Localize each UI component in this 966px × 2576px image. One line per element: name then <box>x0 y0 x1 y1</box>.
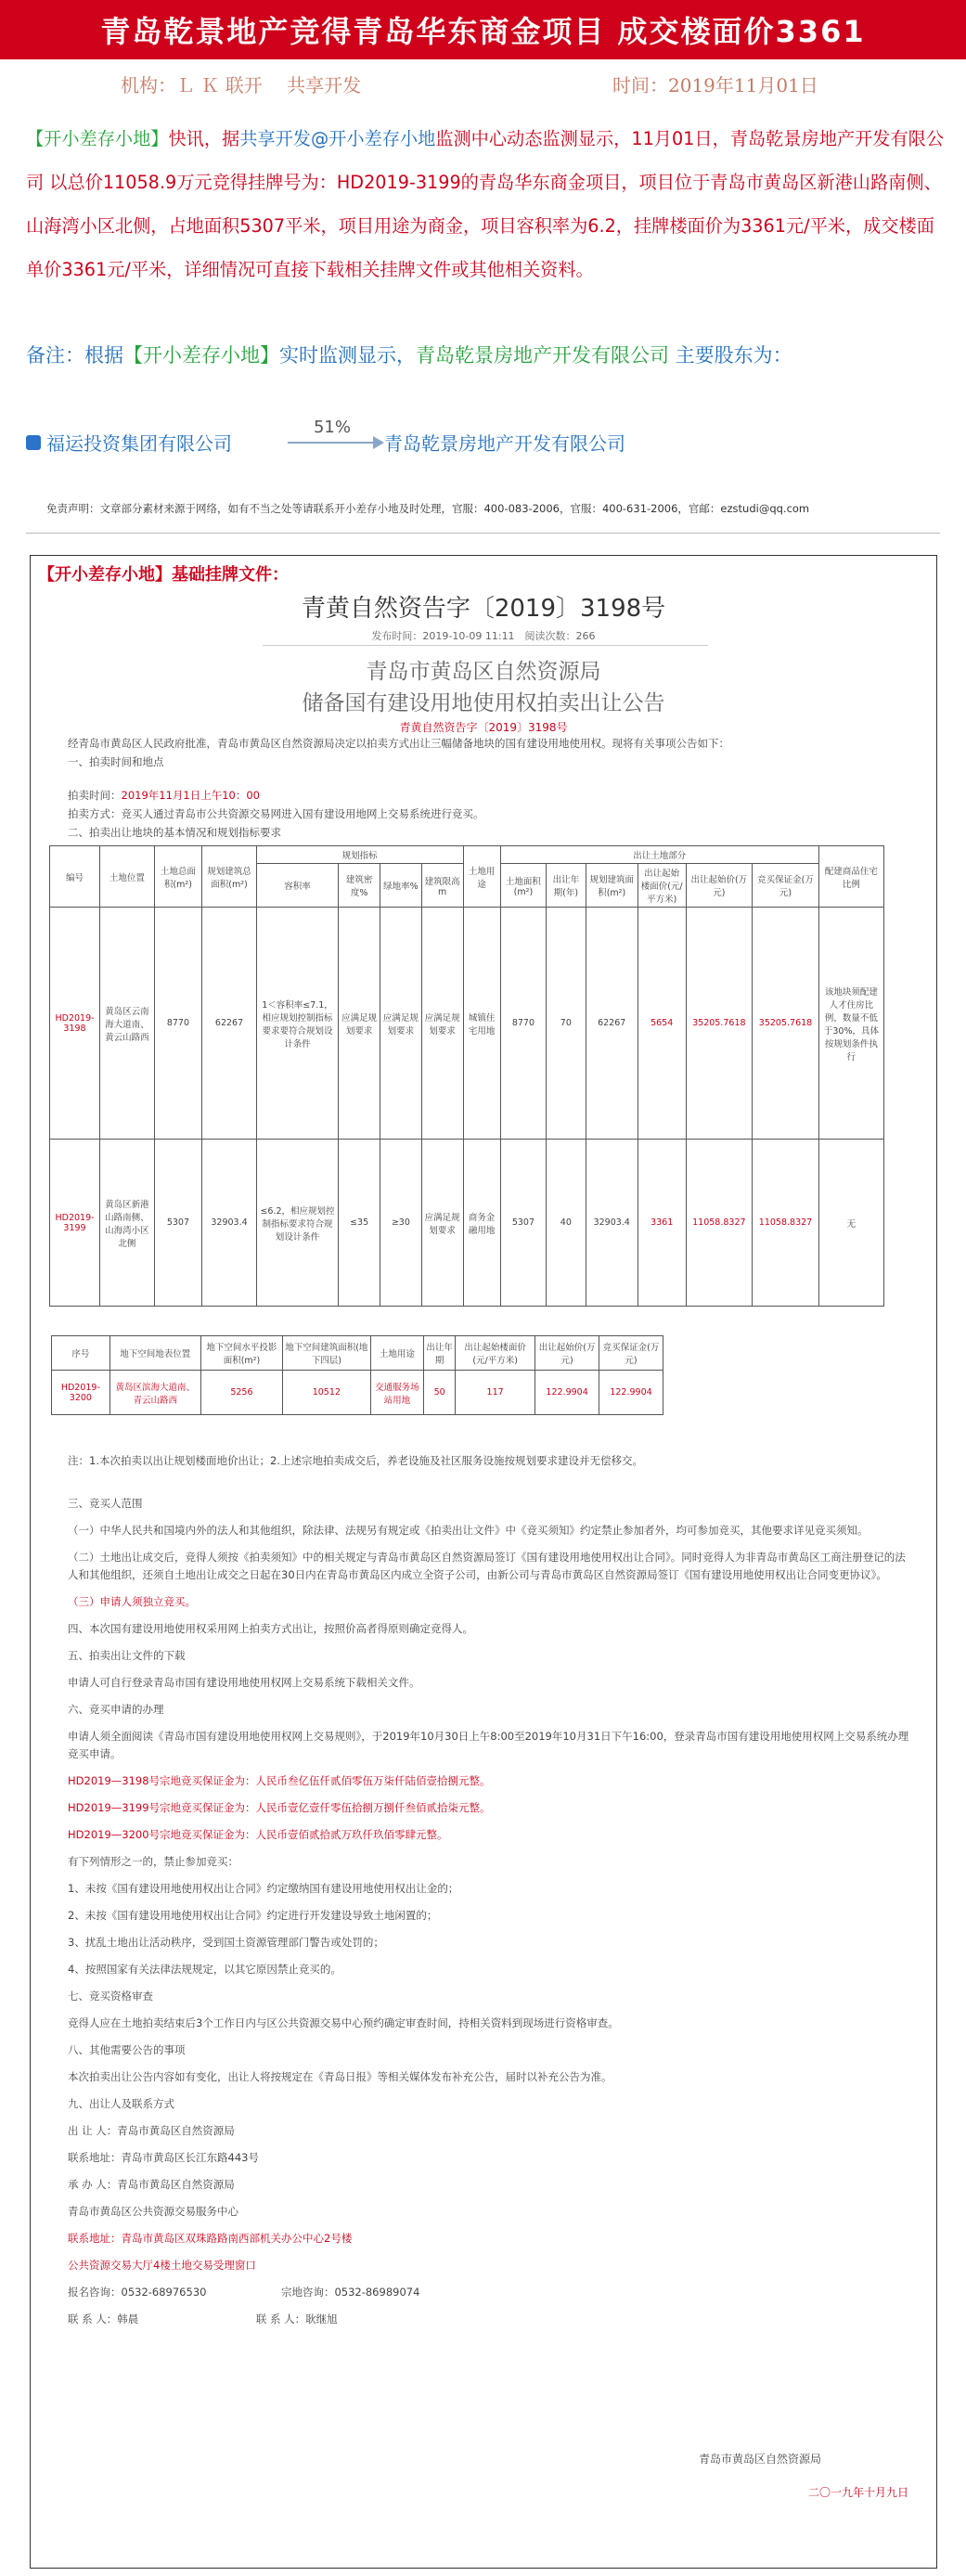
note-line <box>26 340 945 371</box>
cell-plan-area: 32903.4 <box>202 1140 257 1307</box>
cell-sale-area: 5307 <box>500 1140 546 1307</box>
th-height: 建筑限高m <box>421 864 463 908</box>
cell-deposit: 35205.7618 <box>753 908 819 1140</box>
scell-deposit: 122.9904 <box>599 1371 663 1415</box>
cell-height: 应满足规划要求 <box>421 1140 463 1307</box>
article-text-1: 快讯，据 <box>168 128 240 149</box>
section-paragraph: 九、出让人及联系方式 <box>68 2097 174 2110</box>
th-code: 编号 <box>50 846 100 908</box>
signed-date: 二〇一九年十月九日 <box>808 2486 909 2499</box>
th-ratio: 配建商品住宅比例 <box>818 846 883 908</box>
section-paragraph: 青岛市黄岛区公共资源交易服务中心 <box>68 2205 238 2218</box>
signer: 青岛市黄岛区自然资源局 <box>699 2453 822 2466</box>
cell-location: 黄岛区新港山路南侧、山海湾小区北侧 <box>100 1140 155 1307</box>
scell-unit: 117 <box>456 1371 535 1415</box>
article-body <box>26 117 945 291</box>
th-plan-area: 规划建筑总面积(m²) <box>202 846 257 908</box>
org-label: 机构：Ｌ Ｋ 联开 共享开发 <box>121 74 362 97</box>
section-paragraph: 公共资源交易大厅4楼土地交易受理窗口 <box>68 2259 256 2272</box>
company-logo-icon <box>26 435 41 450</box>
section-paragraph: 2、未按《国有建设用地使用权出让合同》约定进行开发建设导致土地闲置的； <box>68 1909 438 1922</box>
section-paragraph: HD2019—3199号宗地竞买保证金为：人民币壹亿壹仟零伍拾捌万捌仟叁佰贰拾柒元整。 <box>68 1801 491 1814</box>
cell-land-area: 8770 <box>154 908 202 1140</box>
section-paragraph: 3、扰乱土地出让活动秩序，受到国土资源管理部门警告或处罚的； <box>68 1936 384 1949</box>
child-company[interactable]: 青岛乾景房地产开发有限公司 <box>384 432 625 455</box>
auction-time <box>68 786 903 805</box>
scell-years: 50 <box>424 1371 456 1415</box>
sth-unit: 出让起始楼面价(元/平方米) <box>456 1336 535 1371</box>
th-density: 建筑密度% <box>339 864 380 908</box>
section-paragraph: 六、竞买申请的办理 <box>68 1703 164 1716</box>
cell-plan-area: 62267 <box>202 908 257 1140</box>
note-text-1: 根据 <box>84 344 123 367</box>
section-paragraph: 4、按照国家有关法律法规规定，以其它原因禁止竞买的。 <box>68 1963 341 1976</box>
section-paragraph: 联系地址：青岛市黄岛区双珠路路南西部机关办公中心2号楼 <box>68 2232 353 2245</box>
th-start-price: 出让起始价(万元) <box>686 864 753 908</box>
section-paragraph: 竞得人应在土地拍卖结束后3个工作日内与区公共资源交易中心预约确定审查时间，持相关资料到现场进行资格审查。 <box>68 2016 619 2029</box>
section-paragraph: 四、本次国有建设用地使用权采用网上拍卖方式出让，按照价高者得原则确定竞得人。 <box>68 1622 473 1635</box>
section-paragraph: 联 系 人：韩晨 联 系 人：耿继旭 <box>68 2312 338 2325</box>
auction-mode: 拍卖方式：竞买人通过青岛市公共资源交易网进入国有建设用地网上交易系统进行竞买。 <box>68 807 484 820</box>
cell-ratio: 该地块须配建人才住房比例，数量不低于30%，具体按规划条件执行 <box>818 908 883 1140</box>
sth-use: 土地用途 <box>370 1336 424 1371</box>
doc-separator <box>263 645 708 646</box>
section-1-title: 一、拍卖时间和地点 <box>68 755 164 768</box>
section-paragraph: 报名咨询：0532-68976530 宗地咨询：0532-86989074 <box>68 2286 420 2299</box>
disclaimer: 免责声明：文章部分素材来源于网络，如有不当之处等请联系开小差存小地及时处理，官服：400-083-2006，官服：400-631-2006，官邮：ezstudi@qq.com <box>46 502 810 515</box>
scell-build: 10512 <box>283 1371 370 1415</box>
article-text-2: 监测中心动态监测显示，11月01日，青岛乾景房地产开发有限公司 以总价11058.9万元竞得挂牌号为：HD2019-3199的青岛华东商金项目，项目位于青岛市黄岛区新港山路南侧、山海湾小区北侧，占地面积5307平米，项目用途为商金，项目容积率为6.2，挂牌楼面价为3361元/平米，成交楼面单价3361元/平米，详细情况可直接下载相关挂牌文件或其他相关资料。 <box>26 128 945 280</box>
auction-time-label: 拍卖时间： <box>68 789 122 802</box>
table-row <box>52 1371 663 1415</box>
sth-price: 出让起始价(万元) <box>535 1336 599 1371</box>
section-paragraph: 有下列情形之一的，禁止参加竞买： <box>68 1855 238 1868</box>
article-title: 青岛乾景地产竞得青岛华东商金项目 成交楼面价3361 <box>100 14 866 49</box>
cell-location: 黄岛区云南海大道南、黄云山路西 <box>100 908 155 1140</box>
doc-number-small: 青黄自然资告字〔2019〕3198号 <box>399 721 568 734</box>
note-tag: 【开小差存小地】 <box>123 344 279 367</box>
th-plan-group: 规划指标 <box>256 846 463 864</box>
cell-code: HD2019-3198 <box>50 908 100 1140</box>
cell-unit-price: 3361 <box>638 1140 686 1307</box>
cell-start-price: 35205.7618 <box>686 908 753 1140</box>
small-header-row <box>52 1336 663 1371</box>
section-paragraph: 三、竞买人范围 <box>68 1497 143 1510</box>
share-link[interactable]: 共享开发@开小差存小地 <box>239 128 436 149</box>
section-paragraph: 联系地址：青岛市黄岛区长江东路443号 <box>68 2151 259 2164</box>
th-green: 绿地率% <box>380 864 421 908</box>
cell-use: 城镇住宅用地 <box>463 908 500 1140</box>
note-text-3: 主要股东为： <box>669 344 792 367</box>
cell-sale-plan-area: 32903.4 <box>586 1140 638 1307</box>
section-paragraph: 申请人可自行登录青岛市国有建设用地使用权网上交易系统下载相关文件。 <box>68 1676 420 1689</box>
table-row <box>50 908 884 1140</box>
scell-pos: 黄岛区滨海大道南、青云山路西 <box>109 1371 200 1415</box>
cell-density: ≤35 <box>339 1140 380 1307</box>
cell-sale-area: 8770 <box>500 908 546 1140</box>
scell-no: HD2019-3200 <box>52 1371 110 1415</box>
source-tag: 【开小差存小地】 <box>26 128 169 149</box>
arrow-right-icon <box>373 436 384 449</box>
share-percent: 51% <box>313 418 351 437</box>
shareholder-diagram <box>26 418 945 492</box>
section-paragraph: （一）中华人民共和国境内外的法人和其他组织，除法律、法规另有规定或《拍卖出让文件》中《竞买须知》约定禁止参加者外，均可参加竞买，其他要求详见竞买须知。 <box>68 1524 869 1537</box>
th-location: 土地位置 <box>100 846 155 908</box>
section-paragraph: 承 办 人：青岛市黄岛区自然资源局 <box>68 2178 235 2191</box>
note-company[interactable]: 青岛乾景房地产开发有限公司 <box>416 344 669 367</box>
section-2-title: 二、拍卖出让地块的基本情况和规划指标要求 <box>68 826 281 839</box>
doc-intro <box>68 734 903 771</box>
cell-far: ≤6.2，相应规划控制指标要求符合规划设计条件 <box>256 1140 338 1307</box>
cell-green: 应满足规划要求 <box>380 908 421 1140</box>
th-years: 出让年期(年) <box>547 864 586 908</box>
section-paragraph: （三）申请人须独立竞买。 <box>68 1595 196 1608</box>
announcement-sections <box>68 1495 912 2338</box>
cell-code: HD2019-3199 <box>50 1140 100 1307</box>
time-label: 时间：2019年11月01日 <box>612 74 818 97</box>
section-paragraph: HD2019—3200号宗地竞买保证金为：人民币壹佰贰拾贰万玖仟玖佰零肆元整。 <box>68 1828 448 1841</box>
doc-number: 青黄自然资告字〔2019〕3198号 <box>301 595 666 623</box>
title-banner <box>0 0 966 59</box>
section-paragraph: HD2019—3198号宗地竞买保证金为：人民币叁亿伍仟贰佰零伍万柒仟陆佰壹拾捌元整。 <box>68 1774 491 1787</box>
th-use: 土地用途 <box>463 846 500 908</box>
cell-deposit: 11058.8327 <box>753 1140 819 1307</box>
section-paragraph: 五、拍卖出让文件的下载 <box>68 1649 186 1662</box>
cell-ratio: 无 <box>818 1140 883 1307</box>
cell-years: 40 <box>547 1140 586 1307</box>
table-row <box>50 1140 884 1307</box>
doc-heading: 【开小差存小地】基础挂牌文件： <box>38 565 289 585</box>
th-far: 容积率 <box>256 864 338 908</box>
scell-use: 交通服务场站用地 <box>370 1371 424 1415</box>
cell-sale-plan-area: 62267 <box>586 908 638 1140</box>
section-paragraph: 本次拍卖出让公告内容如有变化，出让人将按规定在《青岛日报》等相关媒体发布补充公告，届时以补充公告为准。 <box>68 2070 612 2083</box>
doc-agency: 青岛市黄岛区自然资源局 <box>366 660 601 684</box>
th-sale-plan-area: 规划建筑面积(m²) <box>586 864 638 908</box>
underground-table <box>51 1335 663 1415</box>
note-label: 备注： <box>26 344 84 367</box>
sth-years: 出让年期 <box>424 1336 456 1371</box>
parent-company-name: 福运投资集团有限公司 <box>46 432 232 455</box>
auction-time-value: 2019年11月1日上午10：00 <box>121 789 260 802</box>
listing-document <box>30 555 937 2569</box>
cell-land-area: 5307 <box>154 1140 202 1307</box>
divider <box>26 533 940 534</box>
cell-far: 1＜容积率≤7.1，相应规划控制指标要求要符合规划设计条件 <box>256 908 338 1140</box>
th-sale-group: 出让土地部分 <box>500 846 818 864</box>
section-paragraph: 七、竞买资格审查 <box>68 1990 153 2003</box>
cell-unit-price: 5654 <box>638 908 686 1140</box>
table-header-row <box>50 846 884 864</box>
cell-green: ≥30 <box>380 1140 421 1307</box>
sth-pos: 地下空间地表位置 <box>109 1336 200 1371</box>
article-meta <box>0 65 966 97</box>
sth-no: 序号 <box>52 1336 110 1371</box>
th-sale-area: 土地面积(m²) <box>500 864 546 908</box>
th-unit-price: 出让起始楼面价(元/平方米) <box>638 864 686 908</box>
scell-area: 5256 <box>200 1371 282 1415</box>
th-deposit: 竞买保证金(万元) <box>753 864 819 908</box>
doc-title: 储备国有建设用地使用权拍卖出让公告 <box>302 691 665 715</box>
publish-info: 发布时间：2019-10-09 11:11 阅读次数：266 <box>371 630 596 642</box>
sth-area: 地下空间水平投影面积(m²) <box>200 1336 282 1371</box>
sth-build: 地下空间建筑面积(地下四层) <box>283 1336 370 1371</box>
section-paragraph: （二）土地出让成交后，竞得人须按《拍卖须知》中的相关规定与青岛市黄岛区自然资源局签订《国有建设用地使用权出让合同》。同时竞得人为非青岛市黄岛区工商注册登记的法人和其他组织，还须自土地出让成交之日起在30日内在青岛市黄岛区内成立全资子公司，由新公司与青岛市黄岛区自然资源局签订《国有建设用地使用权出让合同变更协议》。 <box>68 1551 906 1581</box>
cell-start-price: 11058.8327 <box>686 1140 753 1307</box>
cell-density: 应满足规划要求 <box>339 908 380 1140</box>
parcel-table <box>49 845 884 1307</box>
section-paragraph: 八、其他需要公告的事项 <box>68 2043 186 2056</box>
intro-text: 经青岛市黄岛区人民政府批准，青岛市黄岛区自然资源局决定以拍卖方式出让三幅储备地块的国有建设用地使用权。现将有关事项公告如下： <box>68 737 729 750</box>
th-land-area: 土地总面积(m²) <box>154 846 202 908</box>
section-paragraph: 申请人须全面阅读《青岛市国有建设用地使用权网上交易规则》，于2019年10月30日上午8:00至2019年10月31日下午16:00，登录青岛市国有建设用地使用权网上交易系统办理竞买申请。 <box>68 1730 909 1760</box>
cell-height: 应满足规划要求 <box>421 908 463 1140</box>
note-text-2: 实时监测显示， <box>279 344 416 367</box>
sth-deposit: 竞买保证金(万元) <box>599 1336 663 1371</box>
scell-price: 122.9904 <box>535 1371 599 1415</box>
cell-years: 70 <box>547 908 586 1140</box>
parent-company[interactable] <box>26 429 232 456</box>
table-notes: 注：1.本次拍卖以出让规划楼面地价出让；2.上述宗地拍卖成交后，养老设施及社区服务设施按规划要求建设并无偿移交。 <box>68 1454 643 1467</box>
section-paragraph: 出 让 人：青岛市黄岛区自然资源局 <box>68 2124 235 2137</box>
section-paragraph: 1、未按《国有建设用地使用权出让合同》约定缴纳国有建设用地使用权出让金的； <box>68 1882 459 1895</box>
cell-use: 商务金融用地 <box>463 1140 500 1307</box>
arrow-line <box>288 442 377 444</box>
